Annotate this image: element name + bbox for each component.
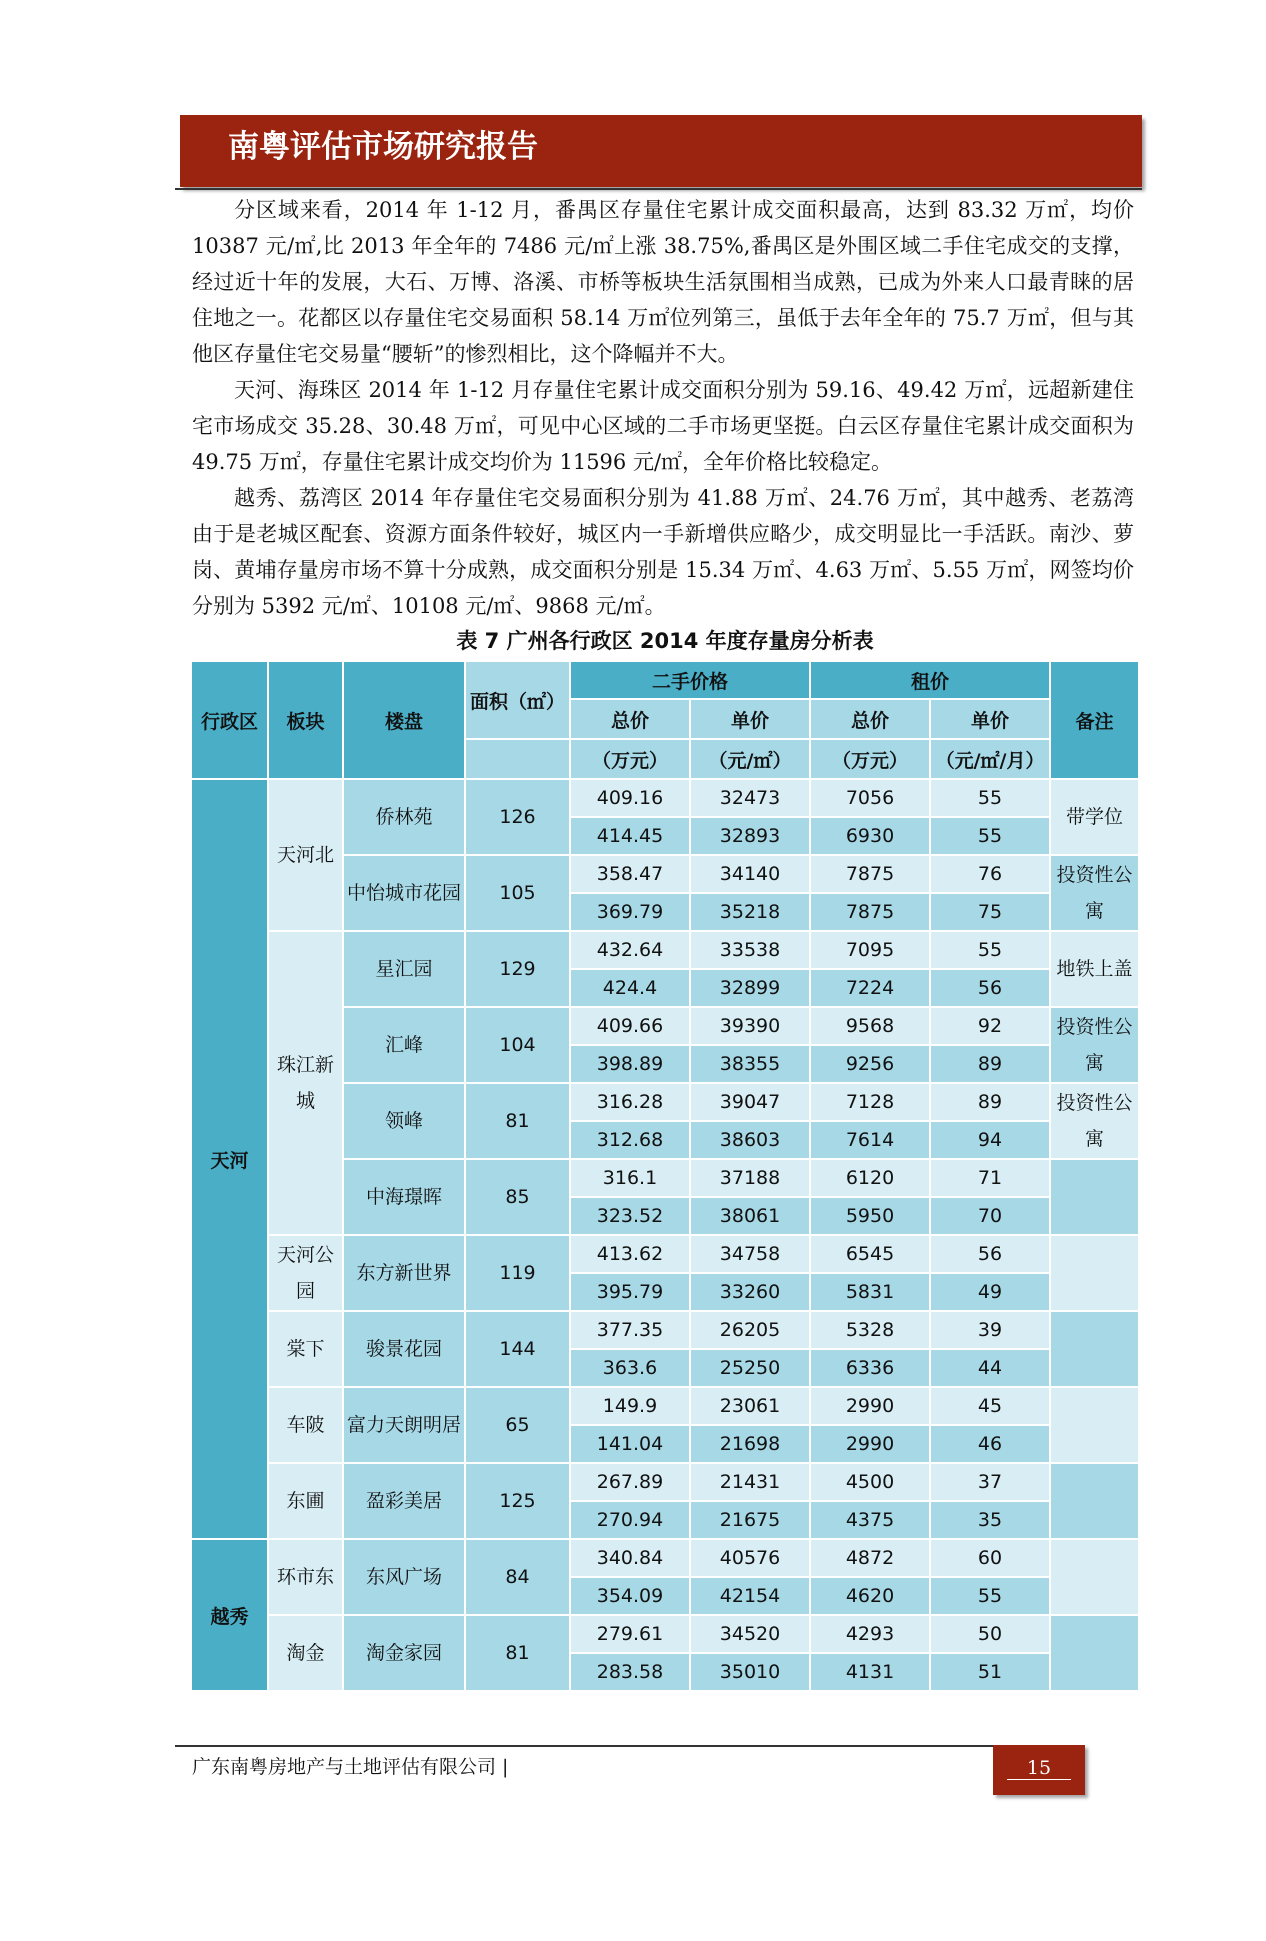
area-cell: 126 [465, 779, 570, 855]
header-area: 面积（㎡） [465, 661, 570, 739]
area-cell: 144 [465, 1311, 570, 1387]
property-cell: 侨林苑 [343, 779, 465, 855]
rent-total-cell: 5950 [810, 1197, 930, 1235]
resale-total-cell: 270.94 [570, 1501, 690, 1539]
property-cell: 富力天朗明居 [343, 1387, 465, 1463]
area-cell: 65 [465, 1387, 570, 1463]
resale-total-cell: 414.45 [570, 817, 690, 855]
rent-total-cell: 7875 [810, 893, 930, 931]
resale-total-cell: 413.62 [570, 1235, 690, 1273]
rent-total-cell: 9256 [810, 1045, 930, 1083]
resale-total-cell: 363.6 [570, 1349, 690, 1387]
rent-unit-cell: 60 [930, 1539, 1050, 1577]
table-row [191, 1463, 1139, 1501]
resale-total-cell: 369.79 [570, 893, 690, 931]
resale-unit-cell: 35218 [690, 893, 810, 931]
resale-unit-cell: 32899 [690, 969, 810, 1007]
footer-company: 广东南粤房地产与土地评估有限公司 | [192, 1756, 509, 1778]
rent-unit-cell: 89 [930, 1045, 1050, 1083]
rent-total-cell: 2990 [810, 1387, 930, 1425]
area-cell: 105 [465, 855, 570, 931]
header-resale-price: 二手价格 [570, 661, 810, 699]
resale-unit-cell: 39047 [690, 1083, 810, 1121]
table-row [191, 1235, 1139, 1273]
resale-total-cell: 354.09 [570, 1577, 690, 1615]
area-cell: 129 [465, 931, 570, 1007]
block-cell: 东圃 [268, 1463, 343, 1539]
table-row [191, 1615, 1139, 1653]
paragraph: 越秀、荔湾区 2014 年存量住宅交易面积分别为 41.88 万㎡、24.76 万㎡，其中越秀、老荔湾由于是老城区配套、资源方面条件较好，城区内一手新增供应略少，成交明显比一手活跃。南沙、萝岗、黄埔存量房市场不算十分成熟，成交面积分别是 15.34 万㎡、4.63 万㎡、5.55 万㎡，网签均价分别为 5392 元/㎡、10108 元/㎡、9868 元/㎡。 [192, 486, 1134, 618]
rent-unit-cell: 76 [930, 855, 1050, 893]
property-cell: 盈彩美居 [343, 1463, 465, 1539]
area-cell: 81 [465, 1083, 570, 1159]
property-cell: 中海璟晖 [343, 1159, 465, 1235]
resale-unit-cell: 39390 [690, 1007, 810, 1045]
resale-unit-cell: 40576 [690, 1539, 810, 1577]
resale-unit-cell: 21431 [690, 1463, 810, 1501]
rent-unit-cell: 75 [930, 893, 1050, 931]
rent-total-cell: 7875 [810, 855, 930, 893]
resale-unit-cell: 33538 [690, 931, 810, 969]
note-cell: 投资性公寓 [1050, 1007, 1139, 1083]
resale-unit-cell: 35010 [690, 1653, 810, 1691]
body-text [192, 192, 1134, 624]
property-cell: 东方新世界 [343, 1235, 465, 1311]
property-cell: 汇峰 [343, 1007, 465, 1083]
note-cell [1050, 1615, 1139, 1691]
rent-unit-cell: 71 [930, 1159, 1050, 1197]
rent-unit-cell: 55 [930, 779, 1050, 817]
resale-total-cell: 279.61 [570, 1615, 690, 1653]
district-cell: 越秀 [191, 1539, 268, 1691]
block-cell: 棠下 [268, 1311, 343, 1387]
header-property: 楼盘 [343, 661, 465, 779]
rent-total-cell: 6930 [810, 817, 930, 855]
rent-total-cell: 6336 [810, 1349, 930, 1387]
rent-unit-cell: 37 [930, 1463, 1050, 1501]
rent-unit-cell: 45 [930, 1387, 1050, 1425]
rent-unit-cell: 51 [930, 1653, 1050, 1691]
rent-unit-cell: 50 [930, 1615, 1050, 1653]
resale-total-cell: 377.35 [570, 1311, 690, 1349]
header-resale-total-unit: （万元） [570, 739, 690, 779]
rent-unit-cell: 55 [930, 931, 1050, 969]
rent-total-cell: 7095 [810, 931, 930, 969]
page-number-box [993, 1745, 1085, 1795]
page-number: 15 [1026, 1757, 1052, 1779]
note-cell [1050, 1539, 1139, 1615]
resale-unit-cell: 38355 [690, 1045, 810, 1083]
area-cell: 125 [465, 1463, 570, 1539]
header-rent-total: 总价 [810, 699, 930, 739]
resale-unit-cell: 21675 [690, 1501, 810, 1539]
header-rent-unit-unit: （元/㎡/月） [930, 739, 1050, 779]
rent-unit-cell: 44 [930, 1349, 1050, 1387]
stock-housing-table [190, 660, 1140, 1692]
block-cell: 天河公园 [268, 1235, 343, 1311]
resale-total-cell: 283.58 [570, 1653, 690, 1691]
note-cell [1050, 1235, 1139, 1311]
rent-total-cell: 7614 [810, 1121, 930, 1159]
table-row [191, 779, 1139, 817]
property-cell: 星汇园 [343, 931, 465, 1007]
rent-unit-cell: 70 [930, 1197, 1050, 1235]
resale-total-cell: 149.9 [570, 1387, 690, 1425]
resale-unit-cell: 21698 [690, 1425, 810, 1463]
resale-unit-cell: 33260 [690, 1273, 810, 1311]
resale-unit-cell: 34140 [690, 855, 810, 893]
resale-total-cell: 409.16 [570, 779, 690, 817]
resale-total-cell: 358.47 [570, 855, 690, 893]
header-rent-unit: 单价 [930, 699, 1050, 739]
resale-total-cell: 398.89 [570, 1045, 690, 1083]
rent-total-cell: 9568 [810, 1007, 930, 1045]
resale-unit-cell: 34520 [690, 1615, 810, 1653]
rent-unit-cell: 92 [930, 1007, 1050, 1045]
report-title: 南粤评估市场研究报告 [228, 129, 538, 165]
rent-total-cell: 5831 [810, 1273, 930, 1311]
note-cell [1050, 1159, 1139, 1235]
property-cell: 淘金家园 [343, 1615, 465, 1691]
rent-total-cell: 7056 [810, 779, 930, 817]
table-row [191, 931, 1139, 969]
rent-unit-cell: 35 [930, 1501, 1050, 1539]
resale-unit-cell: 42154 [690, 1577, 810, 1615]
note-cell [1050, 1311, 1139, 1387]
block-cell: 珠江新城 [268, 931, 343, 1235]
rent-total-cell: 4293 [810, 1615, 930, 1653]
header-resale-unit: 单价 [690, 699, 810, 739]
footer-divider [175, 1745, 1075, 1747]
property-cell: 东风广场 [343, 1539, 465, 1615]
paragraph: 天河、海珠区 2014 年 1-12 月存量住宅累计成交面积分别为 59.16、49.42 万㎡，远超新建住宅市场成交 35.28、30.48 万㎡，可见中心区域的二手市场更坚挺。白云区存量住宅累计成交面积为 49.75 万㎡，存量住宅累计成交均价为 11596 元/㎡，全年价格比较稳定。 [192, 378, 1134, 474]
resale-unit-cell: 23061 [690, 1387, 810, 1425]
area-cell: 84 [465, 1539, 570, 1615]
rent-total-cell: 4131 [810, 1653, 930, 1691]
rent-total-cell: 7224 [810, 969, 930, 1007]
district-cell: 天河 [191, 779, 268, 1539]
page-number-underline [1007, 1779, 1071, 1780]
rent-total-cell: 4375 [810, 1501, 930, 1539]
table-row [191, 1539, 1139, 1577]
rent-total-cell: 2990 [810, 1425, 930, 1463]
resale-total-cell: 340.84 [570, 1539, 690, 1577]
property-cell: 中怡城市花园 [343, 855, 465, 931]
header-district: 行政区 [191, 661, 268, 779]
area-cell: 104 [465, 1007, 570, 1083]
rent-unit-cell: 55 [930, 817, 1050, 855]
resale-unit-cell: 32893 [690, 817, 810, 855]
rent-total-cell: 4620 [810, 1577, 930, 1615]
block-cell: 天河北 [268, 779, 343, 931]
note-cell: 投资性公寓 [1050, 1083, 1139, 1159]
resale-unit-cell: 37188 [690, 1159, 810, 1197]
resale-total-cell: 395.79 [570, 1273, 690, 1311]
area-cell: 119 [465, 1235, 570, 1311]
table-title: 表 7 广州各行政区 2014 年度存量房分析表 [456, 629, 874, 653]
rent-unit-cell: 39 [930, 1311, 1050, 1349]
resale-total-cell: 424.4 [570, 969, 690, 1007]
property-cell: 骏景花园 [343, 1311, 465, 1387]
header-rent-price: 租价 [810, 661, 1050, 699]
paragraph: 分区域来看，2014 年 1-12 月，番禺区存量住宅累计成交面积最高，达到 83.32 万㎡，均价 10387 元/㎡,比 2013 年全年的 7486 元/㎡上涨 38.75%,番禺区是外围区域二手住宅成交的支撑，经过近十年的发展，大石、万博、洛溪、市桥等板块生活氛围相当成熟，已成为外来人口最青睐的居住地之一。花都区以存量住宅交易面积 58.14 万㎡位列第三，虽低于去年全年的 75.7 万㎡，但与其他区存量住宅交易量“腰斩”的惨烈相比，这个降幅并不大。 [192, 198, 1134, 366]
report-header [180, 115, 1142, 187]
resale-total-cell: 316.28 [570, 1083, 690, 1121]
note-cell [1050, 1387, 1139, 1463]
header-resale-total: 总价 [570, 699, 690, 739]
resale-total-cell: 141.04 [570, 1425, 690, 1463]
resale-unit-cell: 32473 [690, 779, 810, 817]
rent-unit-cell: 56 [930, 1235, 1050, 1273]
resale-unit-cell: 26205 [690, 1311, 810, 1349]
resale-total-cell: 312.68 [570, 1121, 690, 1159]
note-cell: 带学位 [1050, 779, 1139, 855]
rent-total-cell: 7128 [810, 1083, 930, 1121]
rent-unit-cell: 94 [930, 1121, 1050, 1159]
header-note: 备注 [1050, 661, 1139, 779]
area-cell: 81 [465, 1615, 570, 1691]
table-row [191, 1311, 1139, 1349]
rent-total-cell: 4500 [810, 1463, 930, 1501]
note-cell [1050, 1463, 1139, 1539]
rent-unit-cell: 89 [930, 1083, 1050, 1121]
header-rent-total-unit: （万元） [810, 739, 930, 779]
rent-unit-cell: 46 [930, 1425, 1050, 1463]
block-cell: 环市东 [268, 1539, 343, 1615]
resale-unit-cell: 38603 [690, 1121, 810, 1159]
header-resale-unit-unit: （元/㎡） [690, 739, 810, 779]
header-area-blank [465, 739, 570, 779]
header-block: 板块 [268, 661, 343, 779]
block-cell: 车陂 [268, 1387, 343, 1463]
rent-unit-cell: 55 [930, 1577, 1050, 1615]
note-cell: 地铁上盖 [1050, 931, 1139, 1007]
table-row [191, 1387, 1139, 1425]
rent-total-cell: 4872 [810, 1539, 930, 1577]
resale-unit-cell: 25250 [690, 1349, 810, 1387]
rent-total-cell: 6120 [810, 1159, 930, 1197]
note-cell: 投资性公寓 [1050, 855, 1139, 931]
resale-total-cell: 432.64 [570, 931, 690, 969]
area-cell: 85 [465, 1159, 570, 1235]
resale-unit-cell: 38061 [690, 1197, 810, 1235]
block-cell: 淘金 [268, 1615, 343, 1691]
rent-total-cell: 6545 [810, 1235, 930, 1273]
resale-total-cell: 267.89 [570, 1463, 690, 1501]
property-cell: 领峰 [343, 1083, 465, 1159]
rent-unit-cell: 49 [930, 1273, 1050, 1311]
rent-unit-cell: 56 [930, 969, 1050, 1007]
resale-total-cell: 409.66 [570, 1007, 690, 1045]
rent-total-cell: 5328 [810, 1311, 930, 1349]
resale-total-cell: 323.52 [570, 1197, 690, 1235]
resale-unit-cell: 34758 [690, 1235, 810, 1273]
resale-total-cell: 316.1 [570, 1159, 690, 1197]
header-divider [175, 188, 1142, 190]
